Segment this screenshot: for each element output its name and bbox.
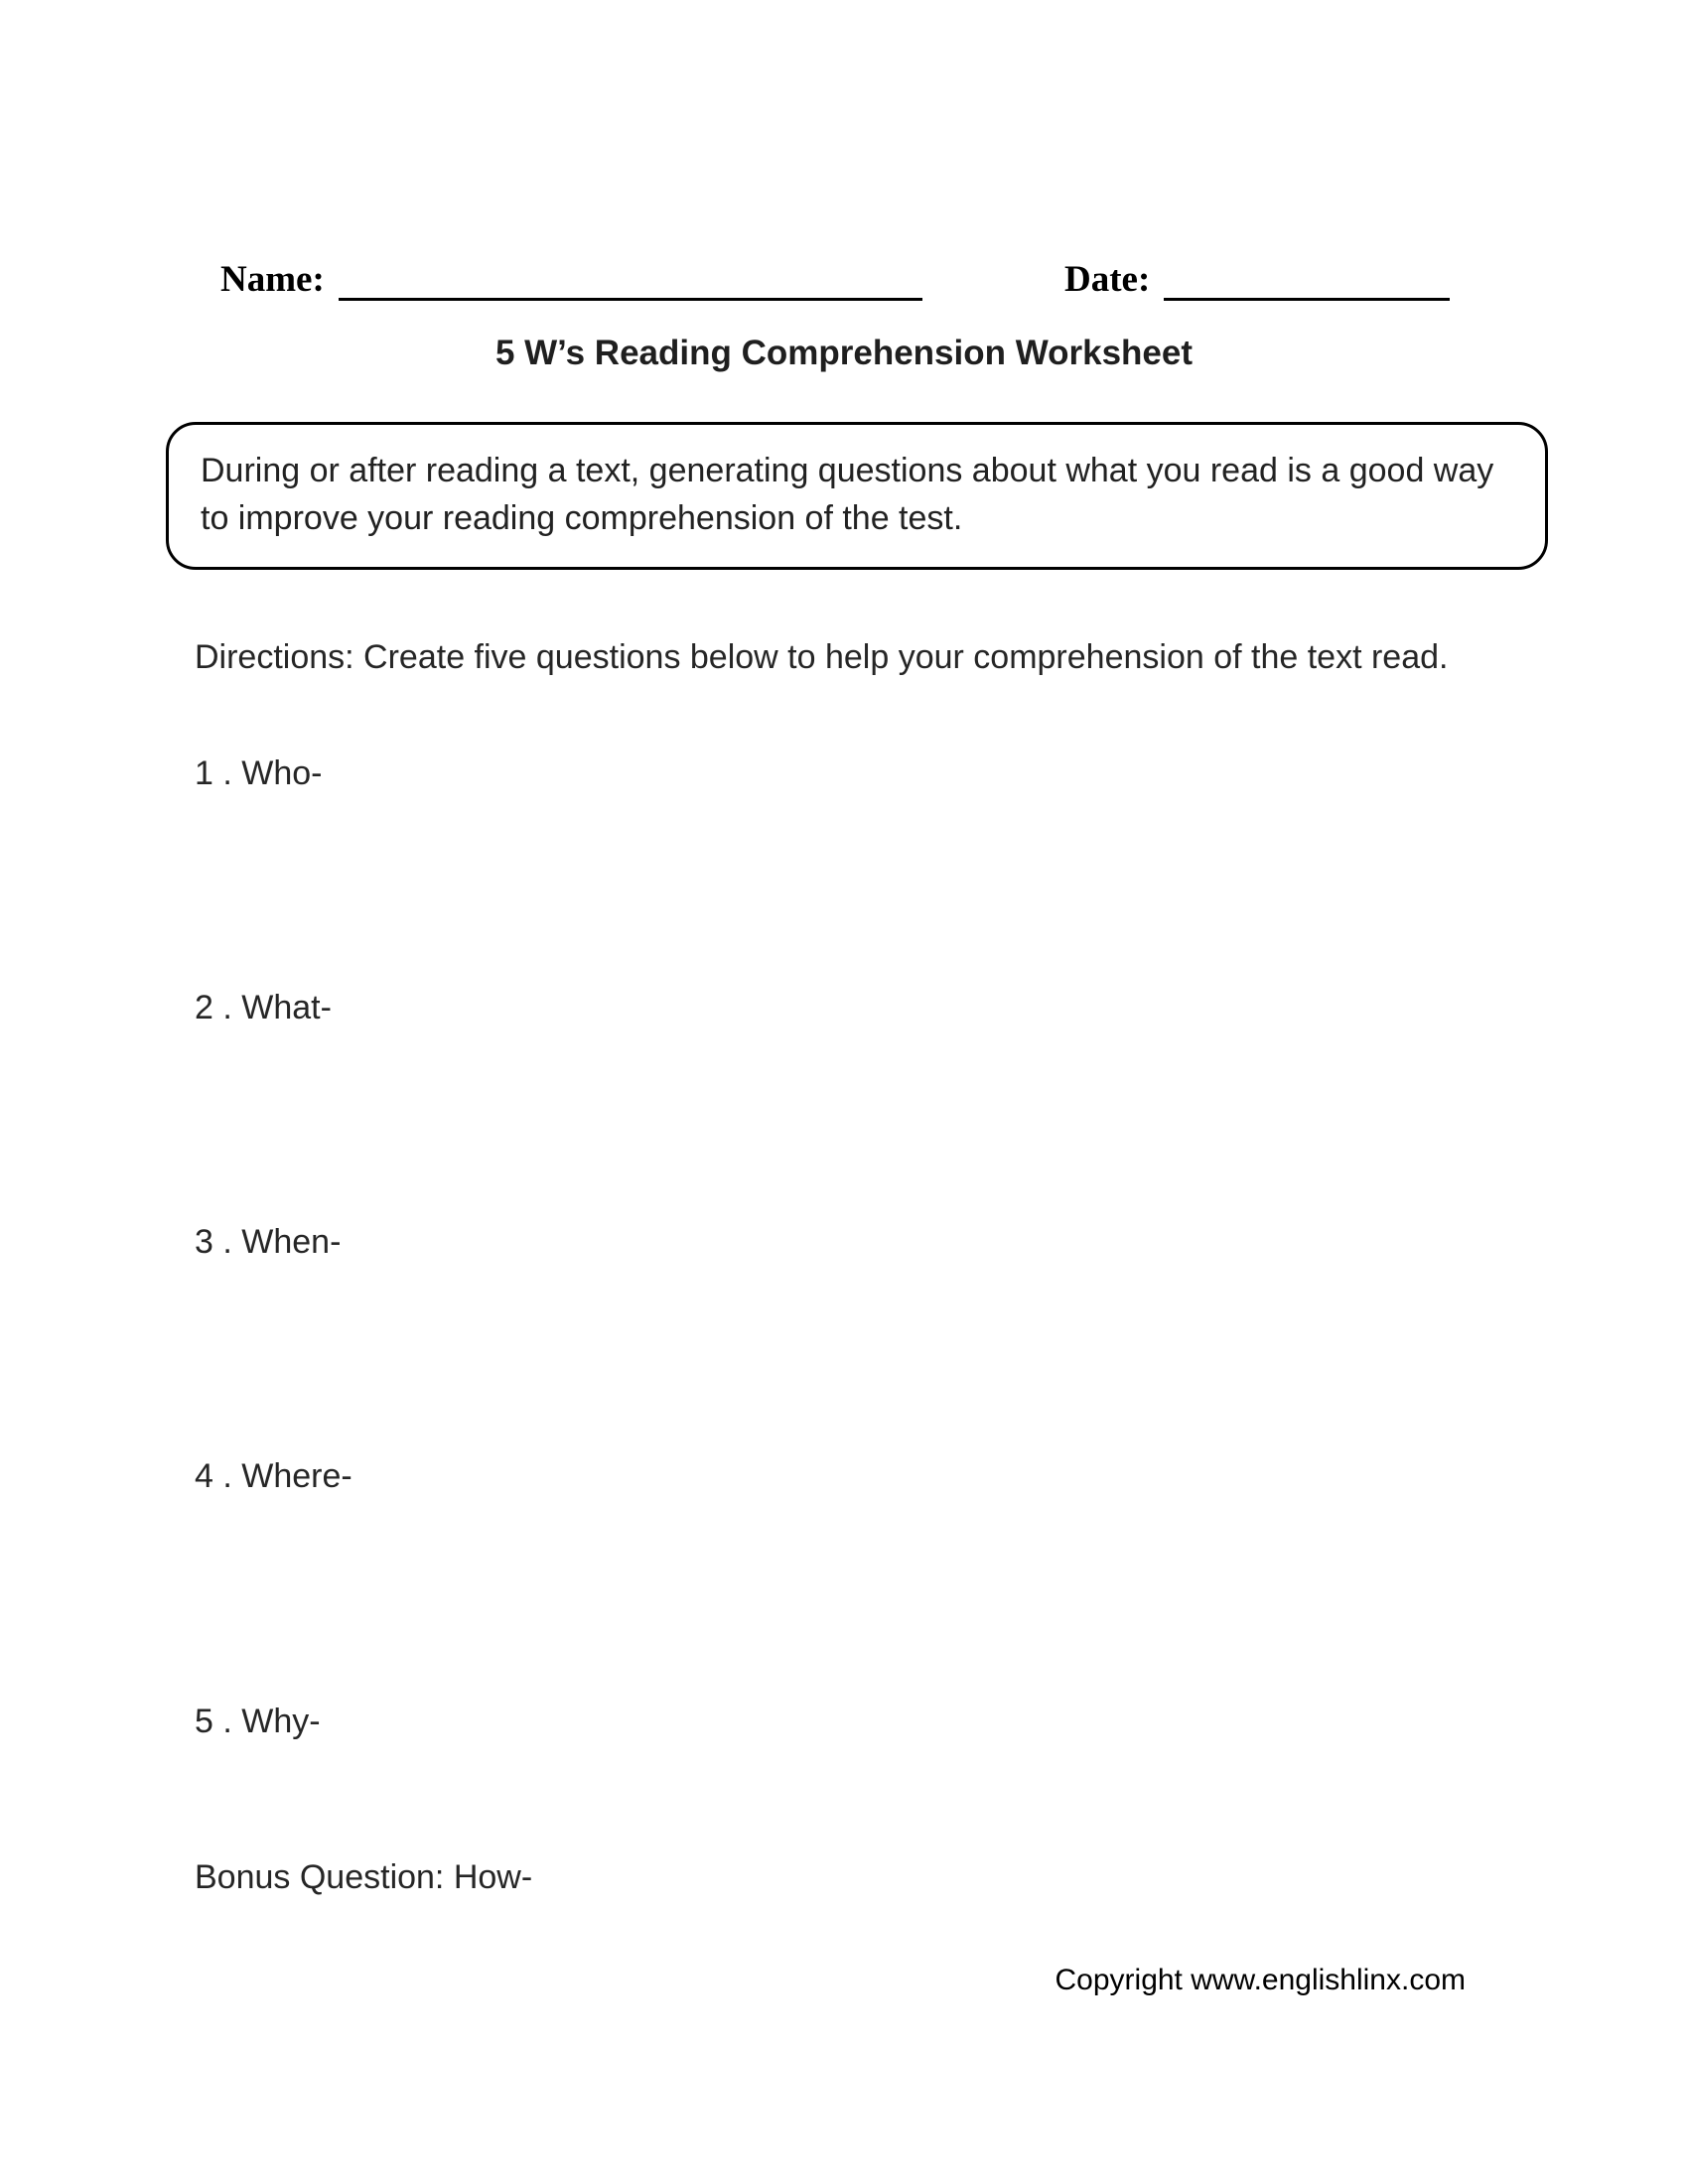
bonus-question: Bonus Question: How- [195,1858,533,1896]
copyright-text: Copyright www.englishlinx.com [1055,1964,1466,1996]
header [0,260,1688,310]
question-when: 3 . When- [195,1223,342,1261]
question-where: 4 . Where- [195,1457,352,1495]
name-blank-line [339,261,922,301]
question-who: 1 . Who- [195,754,323,792]
date-label: Date: [1064,259,1151,300]
date-blank-line [1164,261,1450,301]
intro-box [166,422,1548,570]
question-what: 2 . What- [195,989,332,1026]
intro-box-text: During or after reading a text, generating questions about what you read is a good way to improve your reading comprehension of the test. [201,452,1494,538]
page-title: 5 W’s Reading Comprehension Worksheet [494,334,1194,372]
name-field-group [220,260,922,301]
date-field-group [1064,260,1450,301]
directions-text: Directions: Create five questions below to help your comprehension of the text read. [195,638,1449,676]
question-why: 5 . Why- [195,1703,321,1740]
name-label: Name: [220,259,325,300]
